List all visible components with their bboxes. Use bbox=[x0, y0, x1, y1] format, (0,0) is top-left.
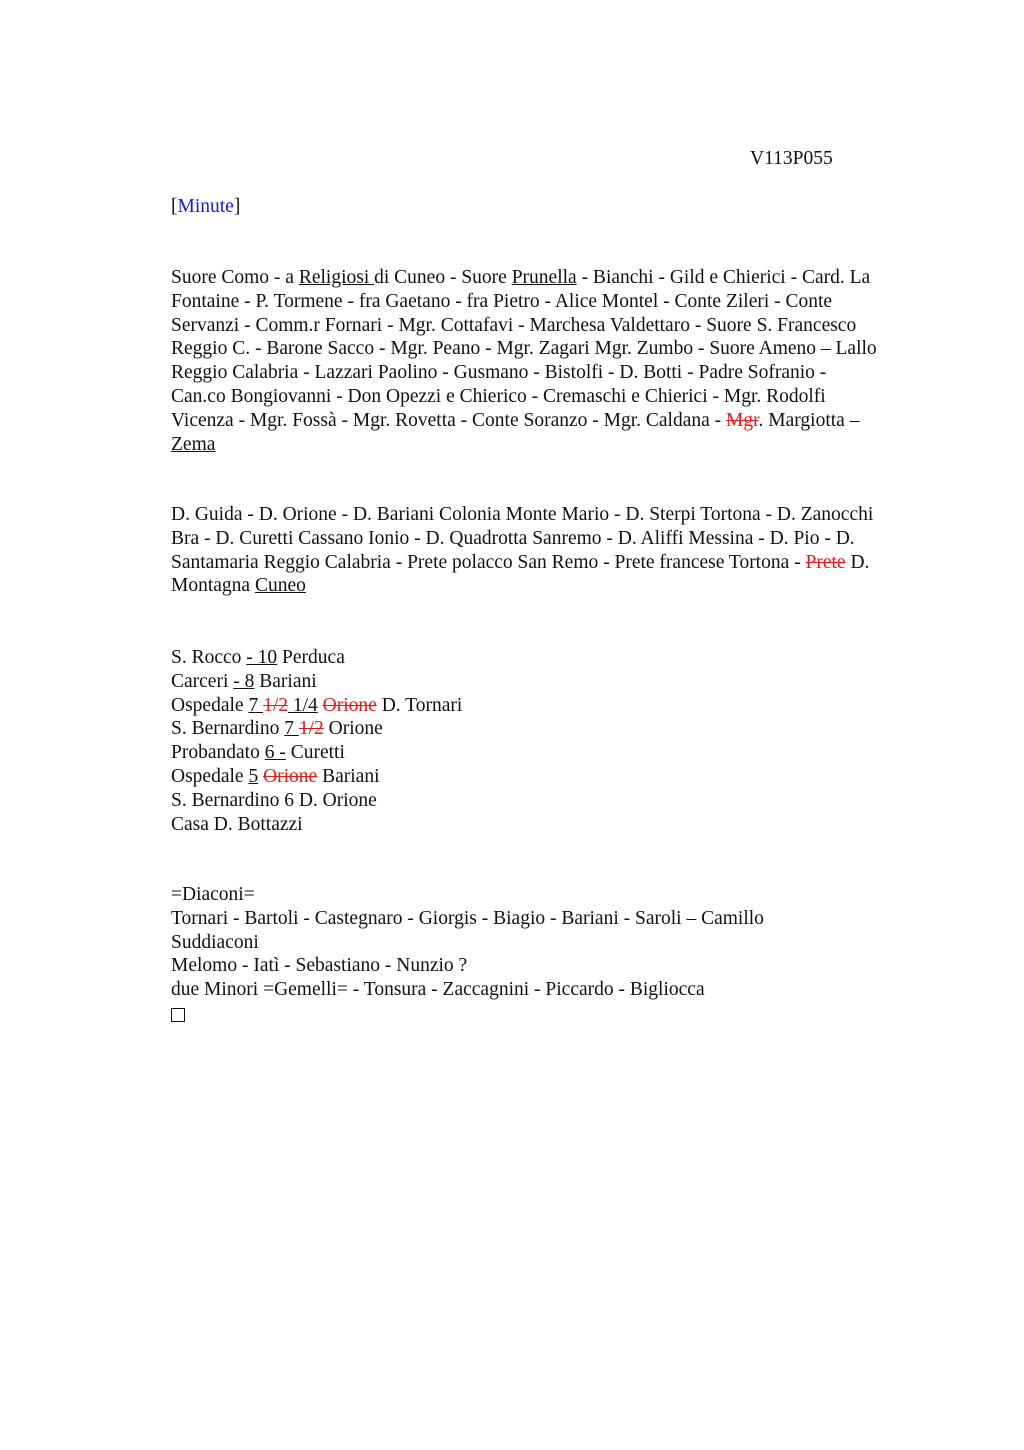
underlined-text: 7 bbox=[284, 718, 299, 740]
text-line: =Diaconi= bbox=[171, 884, 255, 905]
struck-text: Orione bbox=[263, 765, 318, 787]
text-span: Ospedale bbox=[171, 765, 249, 787]
underlined-text: Cuneo bbox=[254, 575, 306, 597]
text-line: Can.co Bongiovanni - Don Opezzi e Chierico - Cremaschi e Chierici - Mgr. Rodolfi bbox=[171, 385, 826, 407]
text-line bbox=[171, 574, 941, 598]
schedule-row bbox=[171, 717, 941, 741]
empty-square-icon bbox=[171, 1008, 185, 1022]
text-line: Bra - D. Curetti Cassano Ionio - D. Quadrotta Sanremo - D. Aliffi Messina - D. Pio - D. bbox=[171, 527, 855, 549]
schedule-row bbox=[171, 741, 941, 765]
schedule-row: Casa D. Bottazzi bbox=[171, 813, 303, 835]
text-line: Melomo - Iatì - Sebastiano - Nunzio ? bbox=[171, 955, 468, 977]
underlined-text: 6 - bbox=[264, 742, 286, 764]
schedule-row: S. Bernardino 6 D. Orione bbox=[171, 789, 377, 811]
text-line: Fontaine - P. Tormene - fra Gaetano - fra Pietro - Alice Montel - Conte Zileri - Conte bbox=[171, 290, 833, 312]
struck-text: Orione bbox=[322, 694, 377, 716]
text-span: Perduca bbox=[277, 647, 345, 668]
text-line: Suddiaconi bbox=[171, 931, 259, 953]
struck-text: 1/2 bbox=[263, 694, 288, 716]
underlined-text: Zema bbox=[171, 433, 216, 455]
orders-section bbox=[171, 883, 941, 1026]
underlined-text: Prunella bbox=[511, 267, 577, 288]
underlined-text: Religiosi bbox=[298, 267, 375, 288]
text-span: Santamaria Reggio Calabria - Prete polacco San Remo - Prete francese Tortona - bbox=[171, 551, 806, 573]
text-line: D. Guida - D. Orione - D. Bariani Colonia Monte Mario - D. Sterpi Tortona - D. Zanocchi bbox=[171, 504, 874, 525]
recipients-paragraph bbox=[171, 266, 941, 456]
text-line: Reggio Calabria - Lazzari Paolino - Gusmano - Bistolfi - D. Botti - Padre Sofranio - bbox=[171, 362, 827, 384]
text-span: Carceri bbox=[171, 670, 234, 692]
underlined-text: 5 bbox=[248, 765, 259, 787]
text-line bbox=[171, 266, 941, 290]
struck-text: 1/2 bbox=[298, 718, 324, 740]
text-span: S. Rocco bbox=[171, 647, 247, 668]
schedule-row bbox=[171, 694, 941, 718]
text-span: Bariani bbox=[317, 765, 380, 787]
minute-label bbox=[171, 195, 240, 219]
text-line: Servanzi - Comm.r Fornari - Mgr. Cottafavi - Marchesa Valdettaro - Suore S. Francesco bbox=[171, 314, 857, 336]
struck-text: Mgr bbox=[726, 409, 759, 431]
bracket-close: ] bbox=[233, 196, 241, 217]
text-line bbox=[171, 551, 941, 575]
text-line: due Minori =Gemelli= - Tonsura - Zaccagnini - Piccardo - Bigliocca bbox=[171, 979, 705, 1001]
text-line bbox=[171, 409, 941, 433]
priests-paragraph bbox=[171, 503, 941, 598]
struck-text: Prete bbox=[805, 551, 846, 573]
document-code: V113P055 bbox=[750, 148, 833, 169]
text-span: D. bbox=[845, 551, 870, 573]
schedule-list bbox=[171, 646, 941, 836]
text-span: Bariani bbox=[254, 670, 317, 692]
underlined-text: 1/4 bbox=[287, 694, 318, 716]
text-line: Tornari - Bartoli - Castegnaro - Giorgis - Biagio - Bariani - Saroli – Camillo bbox=[171, 907, 764, 929]
schedule-row bbox=[171, 670, 941, 694]
text-line: Reggio C. - Barone Sacco - Mgr. Peano - Mgr. Zagari Mgr. Zumbo - Suore Ameno – Lallo bbox=[171, 338, 877, 360]
text-span: Montagna bbox=[171, 575, 255, 597]
underlined-text: 7 bbox=[248, 694, 264, 716]
text-span: Suore Como - a bbox=[171, 267, 299, 288]
text-span: - Bianchi - Gild e Chierici - Card. La bbox=[576, 267, 871, 288]
text-span: Orione bbox=[323, 718, 383, 740]
underlined-text: - 8 bbox=[233, 670, 255, 692]
text-line bbox=[171, 1002, 941, 1026]
text-span: D. Tornari bbox=[376, 694, 463, 716]
text-span: di Cuneo - Suore bbox=[374, 267, 512, 288]
bracket-open: [ bbox=[171, 196, 178, 217]
text-span: Ospedale bbox=[171, 694, 249, 716]
underlined-text: - 10 bbox=[246, 647, 278, 668]
text-span: Vicenza - Mgr. Fossà - Mgr. Rovetta - Conte Soranzo - Mgr. Caldana - bbox=[171, 409, 727, 431]
schedule-row bbox=[171, 646, 941, 670]
text-span: S. Bernardino bbox=[171, 718, 285, 740]
text-line bbox=[171, 433, 941, 457]
schedule-row bbox=[171, 765, 941, 789]
text-span: Probandato bbox=[171, 742, 265, 764]
minute-link[interactable]: Minute bbox=[177, 196, 234, 217]
text-span: Curetti bbox=[285, 742, 345, 764]
text-span: . Margiotta – bbox=[758, 409, 860, 431]
